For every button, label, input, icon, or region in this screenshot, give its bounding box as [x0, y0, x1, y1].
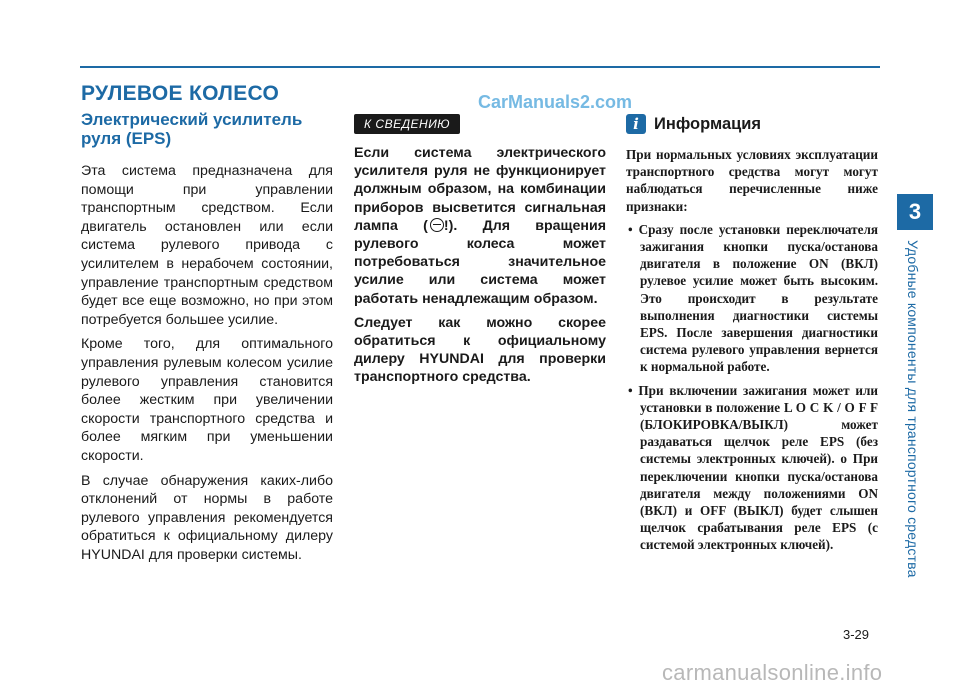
- section-title: РУЛЕВОЕ КОЛЕСО: [81, 82, 280, 105]
- watermark-bottom[interactable]: carmanualsonline.info: [662, 660, 883, 685]
- subheading-eps: Электрический усилитель руля (EPS): [81, 110, 303, 148]
- chapter-number-tab: 3: [897, 194, 933, 230]
- info-intro: При нормальных условиях эксплуатации транспортного средства могут могут наблюдаться перечисленные ниже признаки:: [626, 147, 878, 214]
- chapter-side-title: Удобные компоненты для транспортного средства: [905, 240, 921, 578]
- notice-badge: К СВЕДЕНИЮ: [354, 114, 460, 134]
- steering-warning-icon: [430, 218, 444, 232]
- watermark-top[interactable]: CarManuals2.com: [478, 92, 633, 112]
- list-item: • При включении зажигания может или установки в положение L O C K / O F F (БЛОКИРОВКА/ВЫКЛ) может раздаваться щелчок реле EPS (без системы электронных ключей). о При переключении кнопки пуска/останова двигателя между положениями ON (ВКЛ) и OFF (ВЫКЛ) будет слышен щелчок срабатывания реле EPS (с системой электронных ключей).: [628, 382, 878, 553]
- info-bullet-list: [626, 221, 878, 554]
- notice-text-before: Если система электрического усилителя руля не функционирует должным образом, на комбинации приборов высветится сигнальная лампа (: [354, 145, 606, 234]
- column-info: [626, 110, 878, 560]
- column-main-text: [81, 110, 333, 570]
- notice-text-after: ). Для вращения рулевого колеса может потребоваться значительное усилие или система может работать ненадлежащим образом.: [354, 217, 606, 307]
- info-icon: i: [626, 114, 646, 134]
- column-notice: [354, 110, 606, 393]
- notice-paragraph-2: Следует как можно скорее обратиться к официальному дилеру HYUNDAI для проверки транспортного средства.: [354, 314, 606, 386]
- paragraph: Эта система предназначена для помощи при управлении транспортным средством. Если двигатель остановлен или если система рулевого привода с усилителем в нерабочем состоянии, управление транспортным средством будет все еще возможно, но при этом потребуется большее усилие.: [81, 163, 333, 328]
- paragraph: В случае обнаружения каких-либо отклонений от нормы в работе рулевого управления рекомендуется обратиться к официальному дилеру HYUNDAI для проверки системы.: [81, 472, 333, 563]
- info-header: [626, 114, 878, 134]
- top-divider: [80, 66, 880, 68]
- list-item: • Сразу после установки переключателя зажигания кнопки пуска/останова двигателя в положение ON (ВКЛ) рулевое усилие может быть высоким. Это происходит в результате выполнения диагностики системы EPS. После завершения диагностики система рулевого управления вернется к нормальной работе.: [628, 221, 878, 375]
- page-number: 3-29: [843, 627, 870, 642]
- paragraph: Кроме того, для оптимального управления рулевым колесом усилие рулевого управления становится более жестким при увеличении скорости транспортного средства и более мягким при уменьшении скорости.: [81, 336, 333, 464]
- notice-icon-mark: !: [443, 217, 449, 234]
- info-title: Информация: [654, 114, 762, 133]
- notice-paragraph: [354, 144, 606, 308]
